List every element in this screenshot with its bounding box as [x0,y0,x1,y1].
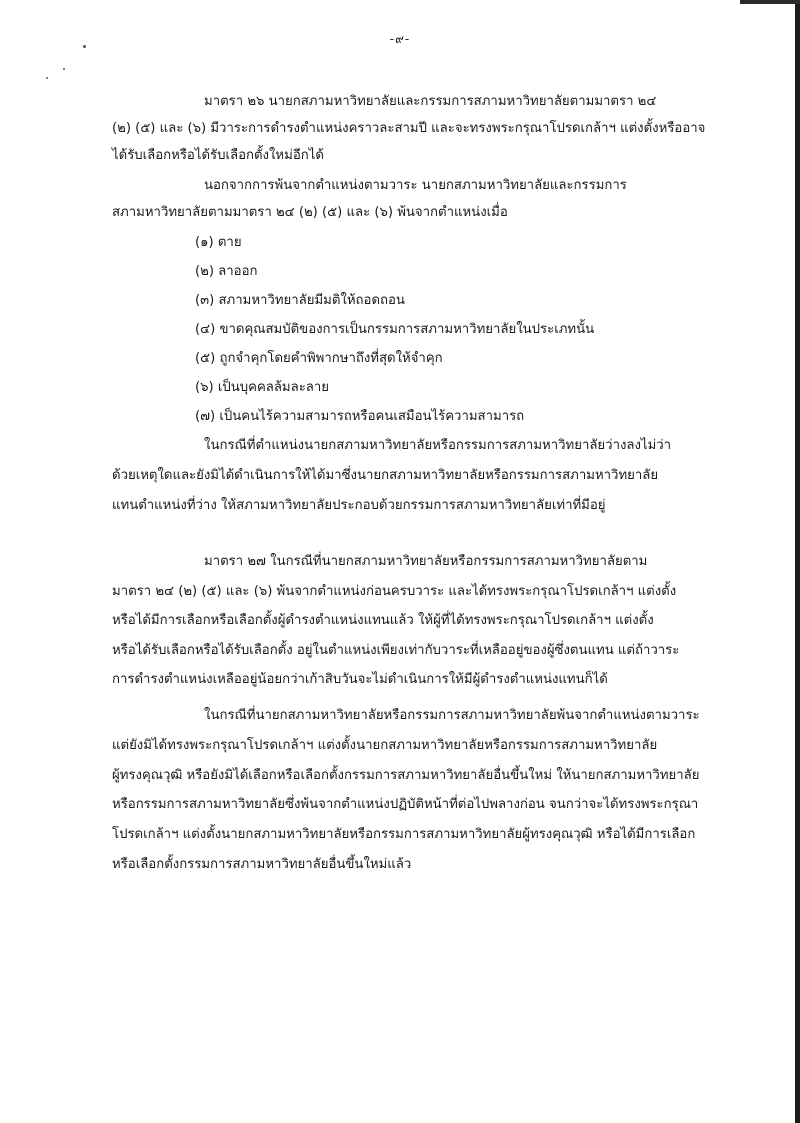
paragraph-line: หรือได้มีการเลือกหรือเลือกตั้งผู้ดำรงตำแหน่งแทนแล้ว ให้ผู้ที่ได้ทรงพระกรุณาโปรดเกล้าฯ แต่งตั้ง [112,613,654,628]
scan-edge-shadow [795,0,800,1123]
page-number: -๙- [389,32,411,46]
list-item: (๔) ขาดคุณสมบัติของการเป็นกรรมการสภามหาวิทยาลัยในประเภทนั้น [195,322,595,337]
paragraph-line: แทนตำแหน่งที่ว่าง ให้สภามหาวิทยาลัยประกอบด้วยกรรมการสภามหาวิทยาลัยเท่าที่มีอยู่ [112,498,606,513]
paragraph-line: หรือได้รับเลือกหรือได้รับเลือกตั้ง อยู่ในตำแหน่งเพียงเท่ากับวาระที่เหลืออยู่ของผู้ซึ่งตนแทน แต่ถ้าวาระ [112,643,680,658]
paragraph-line: มาตรา ๒๔ (๒) (๕) และ (๖) พ้นจากตำแหน่งก่อนครบวาระ และได้ทรงพระกรุณาโปรดเกล้าฯ แต่งตั้ง [112,584,677,599]
paragraph-line: สภามหาวิทยาลัยตามมาตรา ๒๔ (๒) (๕) และ (๖) พ้นจากตำแหน่งเมื่อ [112,205,508,220]
paragraph-line: ผู้ทรงคุณวุฒิ หรือยังมิได้เลือกหรือเลือกตั้งกรรมการสภามหาวิทยาลัยอื่นขึ้นใหม่ ให้นายกสภามหาวิทยาลัย [112,768,700,783]
list-item: (๑) ตาย [195,235,242,250]
paragraph-line: แต่ยังมิได้ทรงพระกรุณาโปรดเกล้าฯ แต่งตั้งนายกสภามหาวิทยาลัยหรือกรรมการสภามหาวิทยาลัย [112,738,658,753]
paragraph-line: การดำรงตำแหน่งเหลืออยู่น้อยกว่าเก้าสิบวันจะไม่ดำเนินการให้มีผู้ดำรงตำแหน่งแทนก็ได้ [112,672,608,687]
paragraph-line: ในกรณีที่ตำแหน่งนายกสภามหาวิทยาลัยหรือกรรมการสภามหาวิทยาลัยว่างลงไม่ว่า [204,438,672,453]
paragraph-line: ในกรณีที่นายกสภามหาวิทยาลัยหรือกรรมการสภามหาวิทยาลัยพ้นจากตำแหน่งตามวาระ [204,708,700,723]
scan-speck [63,68,65,70]
section-26-heading-line: มาตรา ๒๖ นายกสภามหาวิทยาลัยและกรรมการสภามหาวิทยาลัยตามมาตรา ๒๔ [204,94,657,109]
paragraph-line: ด้วยเหตุใดและยังมิได้ดำเนินการให้ได้มาซึ่งนายกสภามหาวิทยาลัยหรือกรรมการสภามหาวิทยาลัย [112,468,659,483]
paragraph-line: หรือกรรมการสภามหาวิทยาลัยซึ่งพ้นจากตำแหน่งปฏิบัติหน้าที่ต่อไปพลางก่อน จนกว่าจะได้ทรงพระกรุณา [112,797,699,812]
list-item: (๒) ลาออก [195,264,258,279]
paragraph-line: (๒) (๕) และ (๖) มีวาระการดำรงตำแหน่งคราวละสามปี และจะทรงพระกรุณาโปรดเกล้าฯ แต่งตั้งหรืออาจ [112,121,706,136]
scan-speck [46,77,48,79]
scan-edge-shadow-top [740,0,800,4]
list-item: (๗) เป็นคนไร้ความสามารถหรือคนเสมือนไร้ความสามารถ [195,409,525,424]
paragraph-line: หรือเลือกตั้งกรรมการสภามหาวิทยาลัยอื่นขึ้นใหม่แล้ว [112,857,412,872]
section-27-heading-line: มาตรา ๒๗ ในกรณีที่นายกสภามหาวิทยาลัยหรือกรรมการสภามหาวิทยาลัยตาม [204,554,648,569]
paragraph-line: โปรดเกล้าฯ แต่งตั้งนายกสภามหาวิทยาลัยหรือกรรมการสภามหาวิทยาลัยผู้ทรงคุณวุฒิ หรือได้มีการเลือก [112,827,696,842]
list-item: (๖) เป็นบุคคลล้มละลาย [195,380,329,395]
list-item: (๕) ถูกจำคุกโดยคำพิพากษาถึงที่สุดให้จำคุก [195,351,443,366]
list-item: (๓) สภามหาวิทยาลัยมีมติให้ถอดถอน [195,293,405,308]
paragraph-line: นอกจากการพ้นจากตำแหน่งตามวาระ นายกสภามหาวิทยาลัยและกรรมการ [204,178,627,193]
paragraph-line: ได้รับเลือกหรือได้รับเลือกตั้งใหม่อีกได้ [112,148,324,163]
